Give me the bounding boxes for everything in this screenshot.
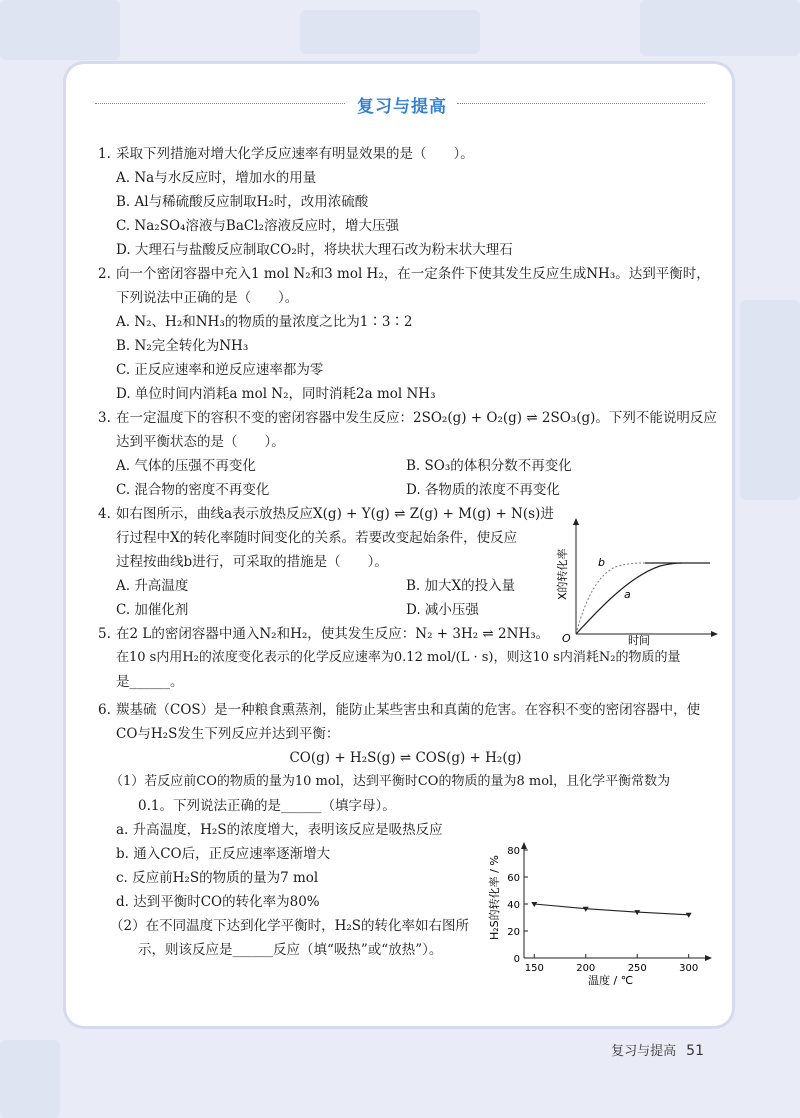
origin-label: O — [562, 632, 571, 645]
chart-x-axis-arrow — [705, 955, 712, 961]
question-3 — [98, 406, 717, 502]
sub-question-1: （1）若反应前CO的物质的量为10 mol，达到平衡时CO的物质的量为8 mol，且化学平衡常数为 — [110, 774, 671, 789]
question-stem-continued: 在10 s内用H₂的浓度变化表示的化学反应速率为0.12 mol/(L · s)，则这10 s内消耗N₂的物质的量 — [116, 650, 681, 665]
question-stem-continued: 行过程中X的转化率随时间变化的关系。若要改变起始条件，使反应 — [116, 530, 518, 546]
option: D. 各物质的浓度不再变化 — [406, 482, 560, 498]
chart-y-axis-label: H₂S的转化率 / % — [488, 855, 501, 940]
header-dotted-line — [457, 103, 705, 104]
option: a. 升高温度，H₂S的浓度增大，表明该反应是吸热反应 — [116, 822, 443, 838]
option: A. 升高温度 — [116, 578, 189, 594]
page-footer — [611, 1040, 704, 1059]
chart-series-line — [534, 904, 688, 915]
option: D. 单位时间内消耗a mol N₂，同时消耗2a mol NH₃ — [116, 386, 436, 402]
chart-x-axis-label: 温度 / ℃ — [588, 974, 634, 987]
option: A. 气体的压强不再变化 — [116, 458, 256, 474]
question-2 — [98, 262, 713, 406]
option: c. 反应前H₂S的物质的量为7 mol — [116, 870, 319, 886]
chart-x-tick-label: 250 — [627, 963, 647, 974]
chart-y-axis-arrow — [521, 842, 527, 849]
question-stem-continued: 下列说法中正确的是（ ）。 — [116, 290, 299, 306]
page-title: 复习与提高 — [357, 97, 447, 117]
option: C. 正反应速率和逆反应速率都为零 — [116, 362, 324, 378]
question-number: 3. — [98, 410, 111, 426]
option: B. SO₃的体积分数不再变化 — [406, 458, 572, 474]
h2s-conversion-chart — [484, 840, 714, 992]
option: A. N₂、H₂和NH₃的物质的量浓度之比为1∶3∶2 — [116, 314, 413, 330]
header-dotted-line — [95, 103, 345, 104]
question-number: 2. — [98, 266, 111, 282]
chart-y-tick-label: 20 — [507, 927, 520, 938]
question-number: 4. — [98, 506, 111, 522]
background-tile — [0, 1040, 60, 1118]
reaction-equation: CO(g) + H₂S(g) ⇌ COS(g) + H₂(g) — [289, 750, 522, 766]
chart-y-tick-label: 60 — [507, 873, 520, 884]
question-stem: 羰基硫（COS）是一种粮食熏蒸剂，能防止某些害虫和真菌的危害。在容积不变的密闭容器中，使 — [116, 702, 701, 718]
question-stem-continued: 过程按曲线b进行，可采取的措施是（ ）。 — [116, 554, 388, 570]
question-number: 1. — [98, 146, 111, 162]
x-axis-label: 时间 — [628, 634, 650, 647]
option-row — [98, 454, 713, 478]
question-stem: 向一个密闭容器中充入1 mol N₂和3 mol H₂，在一定条件下使其发生反应生成NH₃。达到平衡时， — [116, 266, 710, 282]
question-number: 6. — [98, 702, 111, 718]
curve-a-label: a — [624, 588, 631, 601]
sub-question-continued: 示，则该反应是______反应（填“吸热”或“放热”）。 — [138, 942, 443, 958]
option: d. 达到平衡时CO的转化率为80% — [116, 894, 320, 910]
question-stem: 采取下列措施对增大化学反应速率有明显效果的是（ ）。 — [116, 146, 474, 162]
chart-data-point — [686, 913, 692, 918]
question-stem-continued: 是______。 — [116, 674, 184, 690]
sub-question-continued: 0.1。下列说法正确的是______（填字母）。 — [138, 798, 396, 814]
option: C. 加催化剂 — [116, 602, 189, 618]
conversion-time-figure — [540, 516, 720, 648]
background-tile — [300, 10, 480, 54]
x-axis-arrow — [711, 631, 718, 637]
chart-y-tick-label: 0 — [513, 954, 520, 965]
footer-section-label: 复习与提高 — [611, 1044, 677, 1059]
option: C. Na₂SO₄溶液与BaCl₂溶液反应时，增大压强 — [116, 218, 399, 234]
option: D. 减小压强 — [406, 602, 479, 618]
question-1 — [98, 142, 713, 262]
option: A. Na与水反应时，增加水的用量 — [116, 170, 317, 186]
option: b. 通入CO后，正反应速率逐渐增大 — [116, 846, 331, 862]
chart-y-tick-label: 40 — [507, 900, 520, 911]
question-stem: 如右图所示，曲线a表示放热反应X(g) + Y(g) ⇌ Z(g) + M(g) + N(s)进 — [116, 506, 554, 522]
question-stem: 在一定温度下的容积不变的密闭容器中发生反应：2SO₂(g) + O₂(g) ⇌ 2SO₃(g)。下列不能说明反应 — [116, 410, 717, 426]
background-tile — [740, 300, 800, 500]
question-stem: 在2 L的密闭容器中通入N₂和H₂，使其发生反应：N₂ + 3H₂ ⇌ 2NH₃。 — [116, 626, 550, 642]
chart-y-tick-label: 80 — [507, 846, 520, 857]
chart-x-tick-label: 200 — [576, 963, 596, 974]
chart-x-tick-label: 300 — [679, 963, 699, 974]
option: D. 大理石与盐酸反应制取CO₂时，将块状大理石改为粉末状大理石 — [116, 242, 513, 258]
sub-question-2: （2）在不同温度下达到化学平衡时，H₂S的转化率如右图所 — [110, 918, 470, 934]
option: B. 加大X的投入量 — [406, 578, 516, 594]
page-number: 51 — [686, 1043, 704, 1059]
chart-x-tick-label: 150 — [524, 963, 544, 974]
question-stem-continued: 达到平衡状态的是（ ）。 — [116, 434, 285, 450]
question-stem-continued: CO与H₂S发生下列反应并达到平衡： — [116, 726, 340, 742]
section-header — [95, 92, 705, 116]
background-tile — [0, 0, 120, 60]
option: C. 混合物的密度不再变化 — [116, 482, 270, 498]
question-number: 5. — [98, 626, 111, 642]
y-axis-label: X的转化率 — [556, 548, 569, 600]
option-row — [98, 478, 713, 502]
option: B. N₂完全转化为NH₃ — [116, 338, 249, 354]
option: B. Al与稀硫酸反应制取H₂时，改用浓硫酸 — [116, 194, 369, 210]
background-tile — [640, 0, 800, 56]
y-axis-arrow — [573, 518, 579, 525]
curve-b-label: b — [598, 556, 605, 569]
